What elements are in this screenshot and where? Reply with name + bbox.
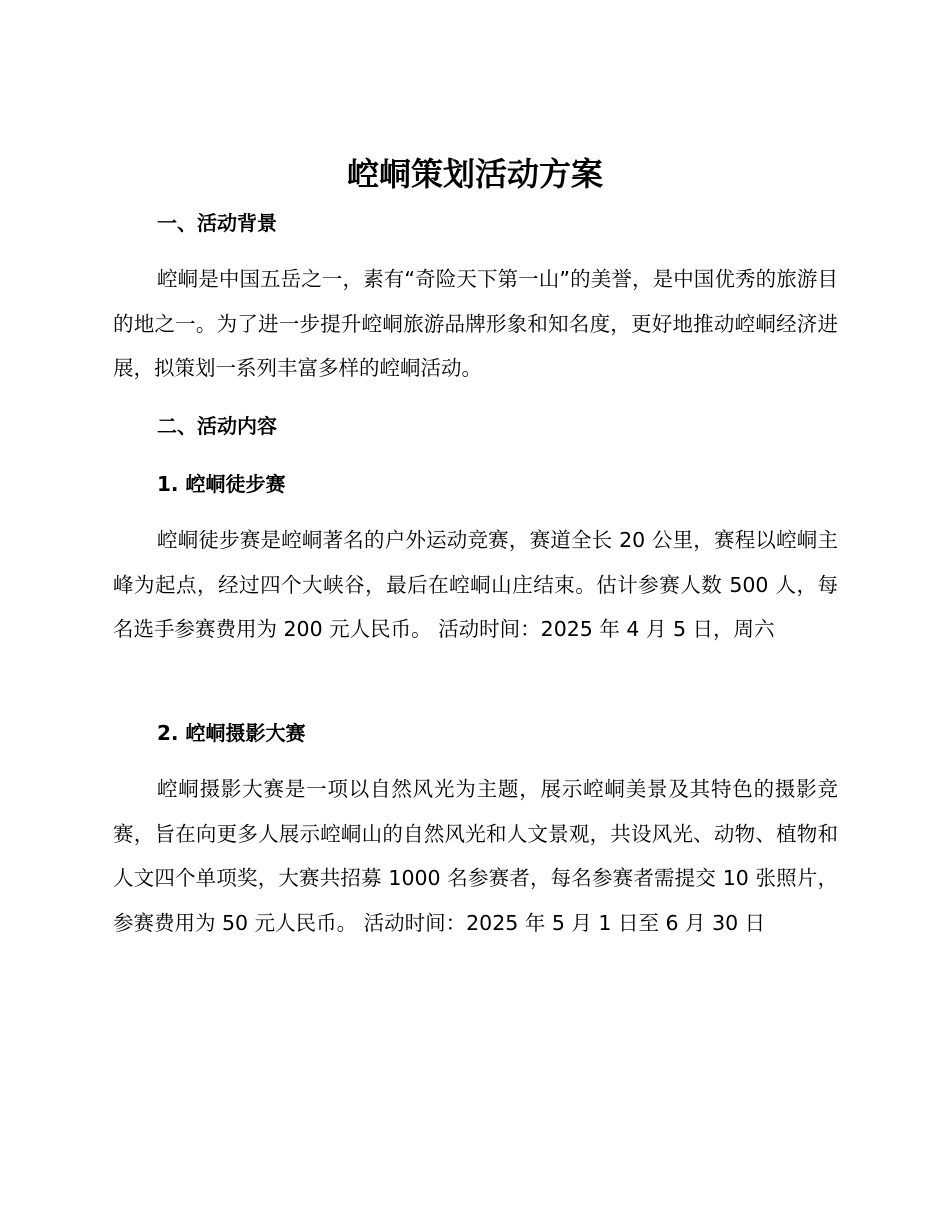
document-title: 崆峒策划活动方案 [346, 155, 603, 193]
paragraph-background: 崆峒是中国五岳之一，素有“奇险天下第一山”的美誉，是中国优秀的旅游目的地之一。为了进一步提升崆峒旅游品牌形象和知名度，更好地推动崆峒经济进展，拟策划一系列丰富多样的崆峒活动。 [113, 267, 838, 380]
subsection-heading-hiking: 1. 崆峒徒步赛 [157, 472, 286, 496]
section-heading-content: 二、活动内容 [157, 414, 277, 438]
section-heading-background: 一、活动背景 [157, 211, 277, 235]
paragraph-hiking: 崆峒徒步赛是崆峒著名的户外运动竞赛，赛道全长 20 公里，赛程以崆峒主峰为起点，经过四个大峡谷，最后在崆峒山庄结束。估计参赛人数 500 人，每名选手参赛费用为 200 元人民币。 活动时间：2025 年 4 月 5 日，周六 [113, 528, 838, 641]
paragraph-photography: 崆峒摄影大赛是一项以自然风光为主题，展示崆峒美景及其特色的摄影竞赛，旨在向更多人展示崆峒山的自然风光和人文景观，共设风光、动物、植物和人文四个单项奖，大赛共招募 1000 名参赛者，每名参赛者需提交 10 张照片，参赛费用为 50 元人民币。 活动时间：2025 年 5 月 1 日至 6 月 30 日 [113, 777, 838, 935]
subsection-heading-photography: 2. 崆峒摄影大赛 [157, 721, 306, 745]
